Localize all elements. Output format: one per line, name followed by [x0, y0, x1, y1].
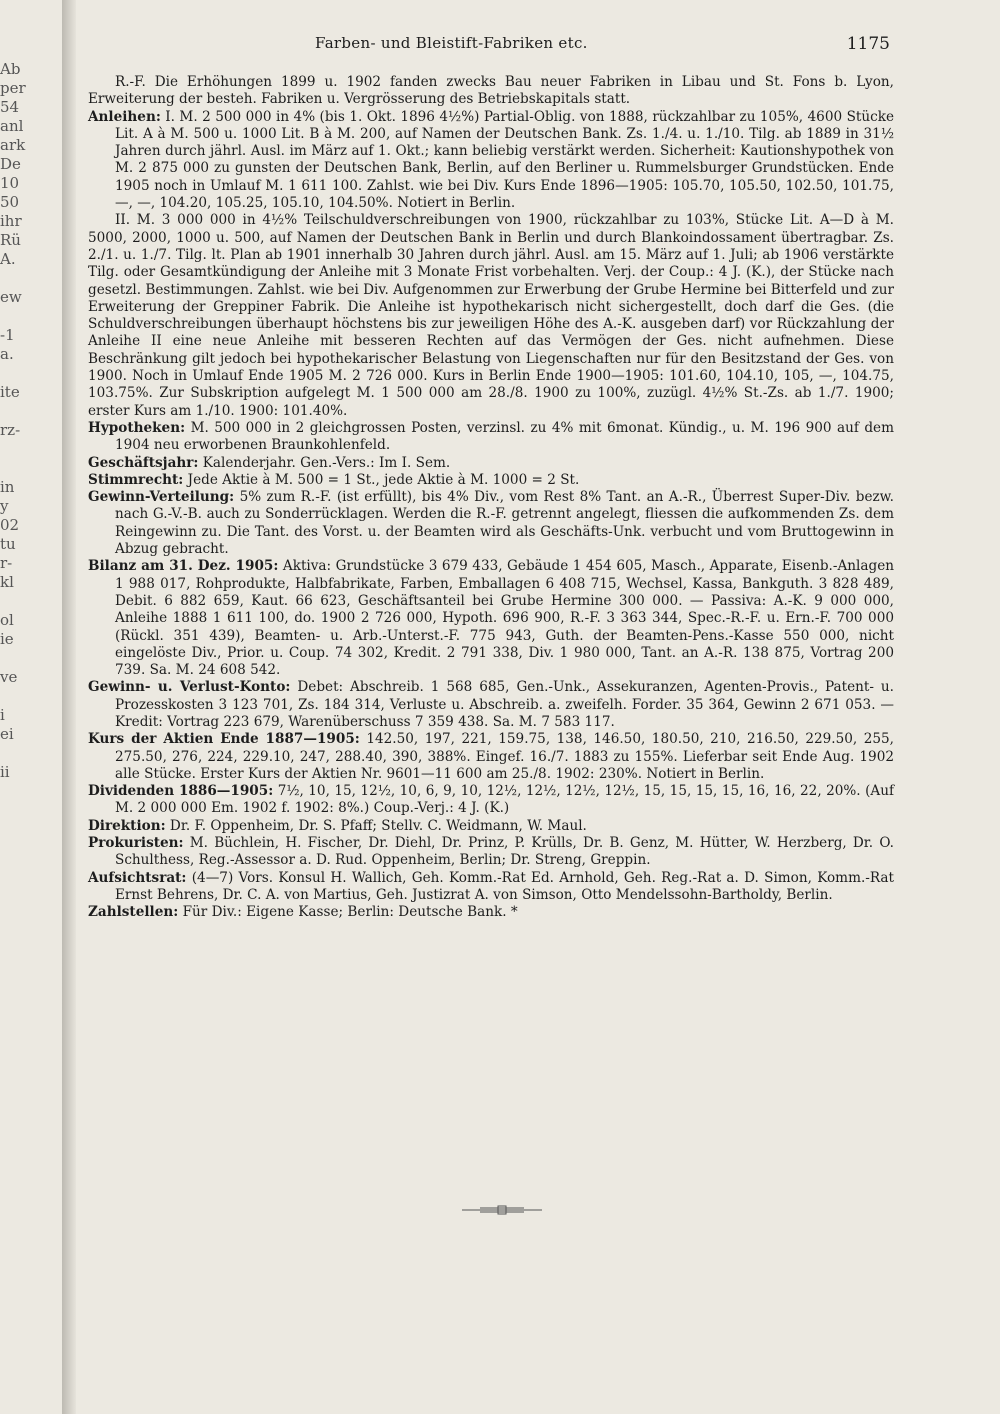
para-zahlstellen: Zahlstellen: Für Div.: Eigene Kasse; Berlin: Deutsche Bank. *: [88, 904, 518, 921]
bleed-fragment: in: [0, 478, 15, 496]
bleed-fragment: ew: [0, 288, 22, 306]
bleed-fragment: kl: [0, 573, 14, 591]
para-geschaeftsjahr: Geschäftsjahr: Kalenderjahr. Gen.-Vers.: Im I. Sem.: [88, 454, 451, 471]
running-header: [110, 34, 890, 58]
bleed-fragment: [0, 402, 62, 421]
bleed-fragment: 10: [0, 174, 20, 192]
bleed-fragment: anl: [0, 117, 24, 135]
para-bilanz: Bilanz am 31. Dez. 1905: Aktiva: Grundstücke 3 679 433, Gebäude 1 454 605, Masch., Apparate, Eisenb.-Anlagen 1 988 017, Rohprodukte, Halbfabrikate, Farben, Emballagen 6 408 715, Wechsel, Kassa, Bankguth. 3 828 489, Debit. 6 882 659, Kaut. 66 623, Geschäftsanteil bei Grube Hermine 300 000. — Passiva: A.-K. 9 000 000, Anleihe 1888 1 611 100, do. 1900 2 726 000, Hypoth. 696 900, R.-F. 3 363 344, Spec.-R.-F. u. Ern.-F. 700 000 (Rückl. 351 439), Beamten- u. Arb.-Unterst.-F. 775 943, Guth. der Beamten-Pens.-Kasse 550 000, nicht eingelöste Div., Prior. u. Coup. 74 302, Kredit. 2 791 338, Div. 1 980 000, Tant. an A.-R. 138 875, Vortrag 200 739. Sa. M. 24 608 542.: [88, 558, 894, 679]
bleed-fragment: 54: [0, 98, 20, 116]
end-ornament: [462, 1205, 542, 1215]
bleed-fragment: A.: [0, 250, 16, 268]
bleed-fragment: [0, 782, 62, 801]
para-prokuristen: Prokuristen: M. Büchlein, H. Fischer, Dr. Diehl, Dr. Prinz, P. Krülls, Dr. B. Genz, M. Hütter, W. Herzberg, Dr. O. Schulthess, Reg.-Assessor a. D. Rud. Oppenheim, Berlin; Dr. Streng, Greppin.: [88, 835, 894, 869]
bleed-fragment: 50: [0, 193, 20, 211]
bleed-fragment: a.: [0, 345, 14, 363]
para-gewinn-konto: Gewinn- u. Verlust-Konto: Debet: Abschreib. 1 568 685, Gen.-Unk., Assekuranzen, Agenten-Provis., Patent- u. Prozesskosten 3 123 701, Zs. 184 314, Verluste u. Abschreib. a. zweifelh. Forder. 35 364, Gewinn 2 671 053. — Kredit: Vortrag 223 679, Warenüberschuss 7 359 438. Sa. M. 7 583 117.: [88, 679, 894, 730]
para-direktion: Direktion: Dr. F. Oppenheim, Dr. S. Pfaff; Stellv. C. Weidmann, W. Maul.: [88, 817, 587, 834]
bleed-fragment: i: [0, 706, 5, 724]
para-stimmrecht: Stimmrecht: Jede Aktie à M. 500 = 1 St., jede Aktie à M. 1000 = 2 St.: [88, 471, 580, 488]
bleed-fragment: per: [0, 79, 26, 97]
bleed-fragment: [0, 440, 62, 459]
bleed-fragment: ite: [0, 383, 20, 401]
para-gewinn-verteilung: Gewinn-Verteilung: 5% zum R.-F. (ist erfüllt), bis 4% Div., vom Rest 8% Tant. an A.-R., Überrest Super-Div. bezw. nach G.-V.-B. auch zu Sonderrücklagen. Werden die R.-F. getrennt angelegt, fliessen die aufkommenden Zs. dem Reingewinn zu. Die Tant. des Vorst. u. der Beamten wird als Geschäfts-Unk. verbucht und vom Bruttogewinn in Abzug gebracht.: [88, 489, 894, 558]
bleed-fragment: [0, 459, 62, 478]
bleed-fragment: r-: [0, 554, 13, 572]
bleed-fragment: [0, 801, 62, 820]
bleed-fragment: [0, 307, 62, 326]
bleed-fragment: ei: [0, 725, 14, 743]
bleed-fragment: ihr: [0, 212, 22, 230]
para-anleihen: Anleihen: I. M. 2 500 000 in 4% (bis 1. Okt. 1896 4½%) Partial-Oblig. von 1888, rückzahlbar zu 105%, 4600 Stücke Lit. A à M. 500 u. 1000 Lit. B à M. 200, auf Namen der Deutschen Bank. Zs. 1./4. u. 1./10. Tilg. ab 1889 in 31½ Jahren durch jährl. Ausl. im März auf 1. Okt.; kann beliebig verstärkt werden. Sicherheit: Kautionshypothek von M. 2 875 000 zu gunsten der Deutschen Bank, Berlin, auf den Berliner u. Rummelsburger Grundstücken. Ende 1905 noch in Umlauf M. 1 611 100. Zahlst. wie bei Div. Kurs Ende 1896—1905: 105.70, 105.50, 102.50, 101.75, —, —, 104.20, 105.25, 105.10, 104.50%. Notiert in Berlin.: [88, 108, 894, 212]
bleed-fragment: [0, 364, 62, 383]
para-kurs: Kurs der Aktien Ende 1887—1905: 142.50, 197, 221, 159.75, 138, 146.50, 180.50, 210, 216.50, 229.50, 255, 275.50, 276, 224, 229.10, 247, 288.40, 390, 388%. Eingef. 16./7. 1883 zu 155%. Lieferbar seit Ende Aug. 1902 alle Stücke. Erster Kurs der Aktien Nr. 9601—11 600 am 25./8. 1902: 230%. Notiert in Berlin.: [88, 731, 894, 782]
bleed-fragment: ie: [0, 630, 14, 648]
bleed-fragment: -1: [0, 326, 15, 344]
bleed-fragment: tu: [0, 535, 16, 553]
bleed-fragment: [0, 687, 62, 706]
bleed-fragment: ii: [0, 763, 10, 781]
header-title: Farben- und Bleistift-Fabriken etc.: [315, 34, 588, 52]
main-text: [88, 74, 894, 922]
bleed-fragment: ve: [0, 668, 18, 686]
bleed-fragment: 02: [0, 516, 20, 534]
bleed-fragment: y: [0, 497, 9, 515]
bleed-fragment: [0, 820, 62, 839]
left-page-bleed: [0, 60, 62, 1120]
bleed-fragment: [0, 744, 62, 763]
page-number: 1175: [846, 34, 890, 54]
bleed-fragment: [0, 649, 62, 668]
bleed-fragment: [0, 269, 62, 288]
bleed-fragment: [0, 592, 62, 611]
bleed-fragment: Ab: [0, 60, 21, 78]
page-gutter-shadow: [62, 0, 76, 1414]
bleed-fragment: rz-: [0, 421, 21, 439]
para-anleihe-2: II. M. 3 000 000 in 4½% Teilschuldverschreibungen von 1900, rückzahlbar zu 103%, Stücke Lit. A—D à M. 5000, 2000, 1000 u. 500, auf Namen der Deutschen Bank in Berlin und durch Blankoindossament übertragbar. Zs. 2./1. u. 1./7. Tilg. lt. Plan ab 1901 innerhalb 30 Jahren durch jährl. Ausl. am 15. März auf 1. Juli; ab 1906 verstärkte Tilg. oder Gesamtkündigung der Anleihe mit 3 Monate Frist vorbehalten. Verj. der Coup.: 4 J. (K.), der Stücke nach gesetzl. Bestimmungen. Zahlst. wie bei Div. Aufgenommen zur Erwerbung der Grube Hermine bei Bitterfeld und zur Erweiterung der Greppiner Fabrik. Die Anleihe ist hypothekarisch nicht sichergestellt, doch darf die Ges. (die Schuldverschreibungen überhaupt höchstens bis zur jeweiligen Höhe des A.-K. ausgeben darf) vor Rückzahlung der Anleihe II eine neue Anleihe mit besseren Rechten auf das Vermögen der Ges. nicht aufnehmen. Diese Beschränkung gilt jedoch bei hypothekarischer Belastung von Liegenschaften nur für den Besitzstand der Ges. von 1900. Noch in Umlauf Ende 1905 M. 2 726 000. Kurs in Berlin Ende 1900—1905: 101.60, 104.10, 105, —, 104.75, 103.75%. Zur Subskription aufgelegt M. 1 500 000 am 28./8. 1900 zu 100%, zuzügl. 4½% St.-Zs. ab 1./7. 1900; erster Kurs am 1./10. 1900: 101.40%.: [88, 212, 894, 419]
para-dividenden: Dividenden 1886—1905: 7½, 10, 15, 12½, 10, 6, 9, 10, 12½, 12½, 12½, 12½, 15, 15, 15, 15, 16, 16, 22, 20%. (Auf M. 2 000 000 Em. 1902 f. 1902: 8%.) Coup.-Verj.: 4 J. (K.): [88, 783, 894, 817]
bleed-fragment: Rü: [0, 231, 21, 249]
bleed-fragment: ark: [0, 136, 26, 154]
bleed-fragment: ol: [0, 611, 14, 629]
para-intro: R.-F. Die Erhöhungen 1899 u. 1902 fanden zwecks Bau neuer Fabriken in Libau und St. Fons b. Lyon, Erweiterung der besteh. Fabriken u. Vergrösserung des Betriebskapitals statt.: [88, 74, 894, 108]
para-aufsichtsrat: Aufsichtsrat: (4—7) Vors. Konsul H. Wallich, Geh. Komm.-Rat Ed. Arnhold, Geh. Reg.-Rat a. D. Simon, Komm.-Rat Ernst Behrens, Dr. C. A. von Martius, Geh. Justizrat A. von Simson, Otto Mendelssohn-Bartholdy, Berlin.: [88, 869, 894, 903]
bleed-fragment: De: [0, 155, 21, 173]
para-hypotheken: Hypotheken: M. 500 000 in 2 gleichgrossen Posten, verzinsl. zu 4% mit 6monat. Kündig., u. M. 196 900 auf dem 1904 neu erworbenen Braunkohlenfeld.: [88, 419, 894, 454]
bleed-fragment: [0, 839, 62, 858]
